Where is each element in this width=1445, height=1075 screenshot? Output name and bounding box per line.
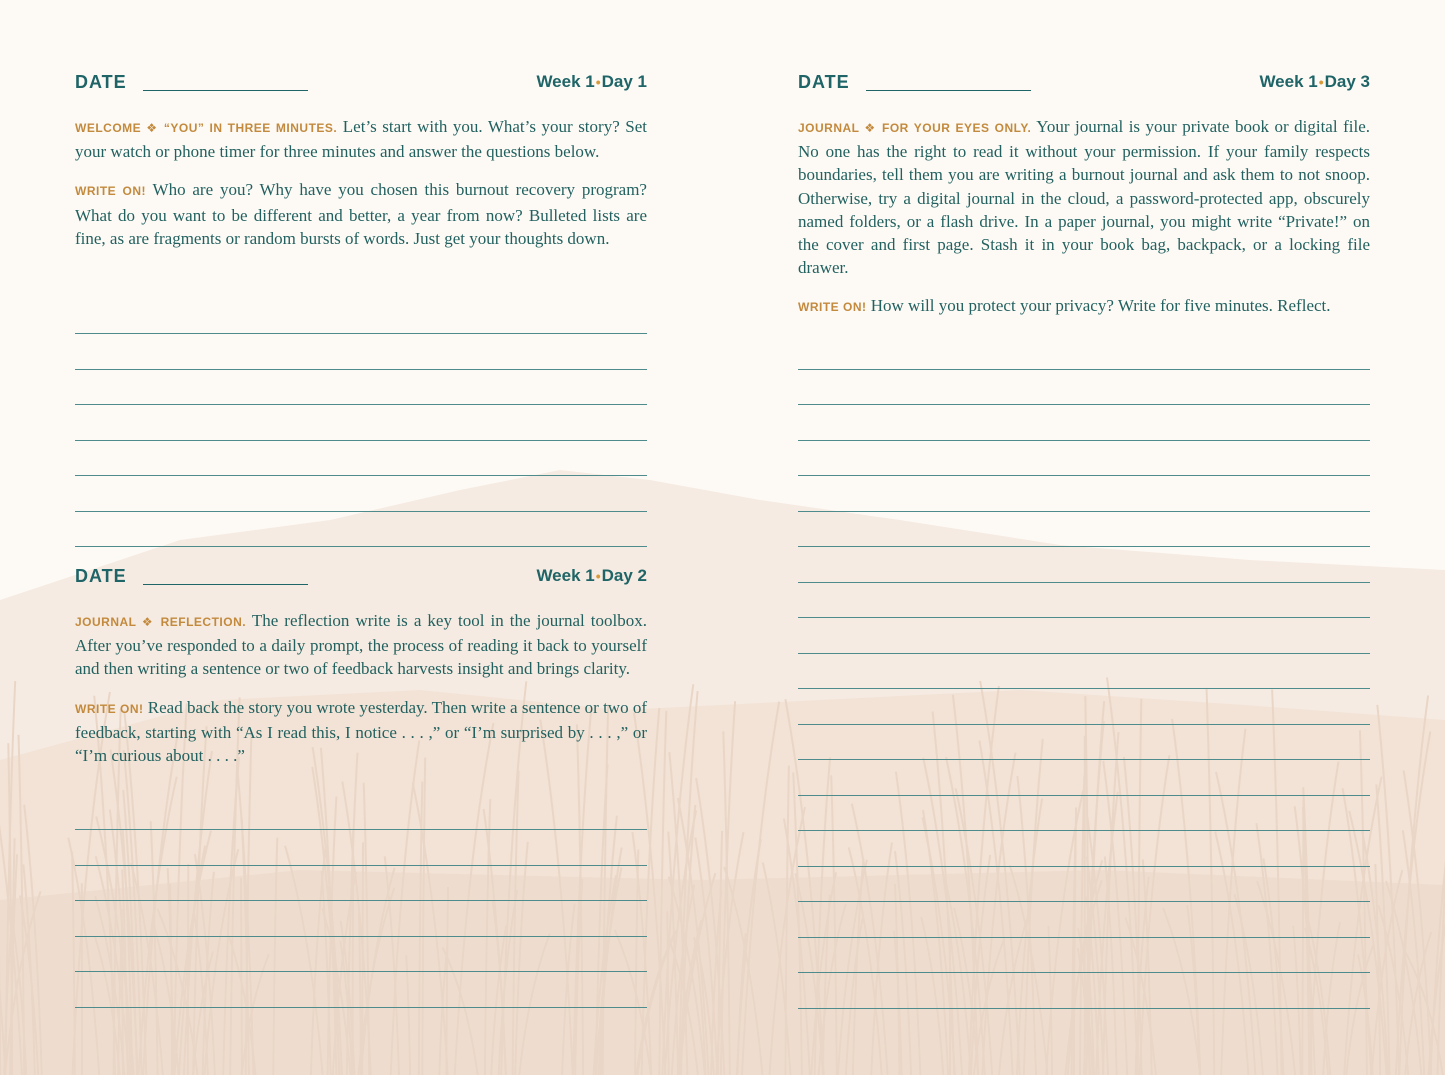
writing-line[interactable] bbox=[75, 440, 647, 441]
prompt-lead: WELCOME ❖ “YOU” IN THREE MINUTES. bbox=[75, 121, 338, 135]
writing-line[interactable] bbox=[798, 653, 1370, 654]
write-on-paragraph bbox=[75, 178, 647, 250]
writing-line[interactable] bbox=[798, 688, 1370, 689]
writing-line[interactable] bbox=[75, 900, 647, 901]
left-page bbox=[75, 0, 647, 1075]
entry-header bbox=[75, 566, 647, 592]
writing-line[interactable] bbox=[798, 830, 1370, 831]
write-on-text: How will you protect your privacy? Write for five minutes. Reflect. bbox=[866, 296, 1331, 316]
writing-line[interactable] bbox=[798, 440, 1370, 441]
write-on-text: Read back the story you wrote yesterday. Then write a sentence or two of feedback, starting with “As I read this, I notice . . . ,” or “I’m surprised by . . . ,” or “I’m curious about . . . .” bbox=[75, 697, 647, 766]
prompt-text: Your journal is your private book or digital file. No one has the right to read it without your permission. If your family respects boundaries, tell them you are writing a burnout journal and ask them to not snoop. Otherwise, try a digital journal in the cloud, a password-protected app, obscurely named folders, or a flash drive. In a paper journal, you might write “Private!” on the cover and first page. Stash it in your book bag, backpack, or a locking file drawer. bbox=[798, 117, 1371, 278]
writing-line[interactable] bbox=[75, 546, 647, 547]
writing-line[interactable] bbox=[798, 972, 1370, 973]
entry-header bbox=[75, 72, 647, 98]
writing-line[interactable] bbox=[75, 333, 647, 334]
write-on-lead: WRITE ON! bbox=[75, 184, 147, 199]
writing-line[interactable] bbox=[75, 511, 647, 512]
date-label: DATE bbox=[75, 566, 127, 586]
writing-line[interactable] bbox=[798, 937, 1370, 938]
date-label: DATE bbox=[75, 72, 127, 92]
writing-line[interactable] bbox=[75, 865, 647, 866]
writing-line[interactable] bbox=[798, 901, 1370, 902]
writing-line[interactable] bbox=[798, 1008, 1370, 1009]
week-day-label bbox=[536, 566, 647, 586]
prompt-text: Let’s start with you. What’s your story? Set your watch or phone timer for three minutes and answer the questions below. bbox=[75, 117, 647, 162]
day-label: Day 3 bbox=[1324, 72, 1370, 91]
prompt-paragraph bbox=[75, 609, 647, 681]
journal-entry-day-2 bbox=[75, 566, 647, 767]
week-day-label bbox=[1259, 72, 1370, 92]
week-label: Week 1 bbox=[536, 566, 595, 585]
writing-line[interactable] bbox=[798, 582, 1370, 583]
writing-line[interactable] bbox=[798, 724, 1370, 725]
write-on-paragraph bbox=[75, 696, 647, 768]
entry-header bbox=[798, 72, 1370, 98]
writing-line[interactable] bbox=[798, 369, 1370, 370]
write-on-paragraph bbox=[798, 294, 1370, 319]
day-label: Day 1 bbox=[601, 72, 647, 91]
prompt-text: The reflection write is a key tool in the journal toolbox. After you’ve responded to a daily prompt, the process of reading it back to yourself and then writing a sentence or two of feedback harvests insight and brings clarity. bbox=[75, 611, 647, 679]
week-label: Week 1 bbox=[536, 72, 595, 91]
right-page bbox=[798, 0, 1370, 1075]
writing-line[interactable] bbox=[798, 511, 1370, 512]
writing-line[interactable] bbox=[75, 936, 647, 937]
write-on-text: Who are you? Why have you chosen this burnout recovery program? What do you want to be different and better, a year from now? Bulleted lists are fine, as are fragments or random bursts of words. Just get your thoughts down. bbox=[75, 180, 647, 248]
grass-blade bbox=[667, 911, 668, 1075]
prompt-lead: JOURNAL ❖ REFLECTION. bbox=[75, 615, 247, 629]
writing-line[interactable] bbox=[798, 759, 1370, 760]
prompt-lead: JOURNAL ❖ FOR YOUR EYES ONLY. bbox=[798, 121, 1032, 135]
date-write-line[interactable] bbox=[866, 90, 1031, 91]
separator-dot-icon: • bbox=[595, 568, 601, 584]
writing-line[interactable] bbox=[75, 971, 647, 972]
writing-line[interactable] bbox=[798, 866, 1370, 867]
day-label: Day 2 bbox=[601, 566, 647, 585]
write-on-lead: WRITE ON! bbox=[75, 701, 144, 716]
week-day-label bbox=[536, 72, 647, 92]
writing-line[interactable] bbox=[75, 475, 647, 476]
journal-entry-day-1 bbox=[75, 72, 647, 250]
prompt-paragraph bbox=[75, 115, 647, 163]
writing-line[interactable] bbox=[75, 404, 647, 405]
writing-line[interactable] bbox=[798, 404, 1370, 405]
separator-dot-icon: • bbox=[1318, 74, 1324, 90]
week-label: Week 1 bbox=[1259, 72, 1318, 91]
separator-dot-icon: • bbox=[595, 74, 601, 90]
date-write-line[interactable] bbox=[143, 90, 308, 91]
prompt-paragraph bbox=[798, 115, 1370, 279]
writing-line[interactable] bbox=[798, 546, 1370, 547]
writing-line[interactable] bbox=[75, 1007, 647, 1008]
writing-line[interactable] bbox=[798, 617, 1370, 618]
writing-line[interactable] bbox=[75, 369, 647, 370]
write-on-lead: WRITE ON! bbox=[798, 300, 867, 315]
writing-line[interactable] bbox=[798, 475, 1370, 476]
journal-entry-day-3 bbox=[798, 72, 1370, 320]
date-write-line[interactable] bbox=[143, 584, 308, 585]
writing-line[interactable] bbox=[75, 829, 647, 830]
date-label: DATE bbox=[798, 72, 850, 92]
writing-line[interactable] bbox=[798, 795, 1370, 796]
